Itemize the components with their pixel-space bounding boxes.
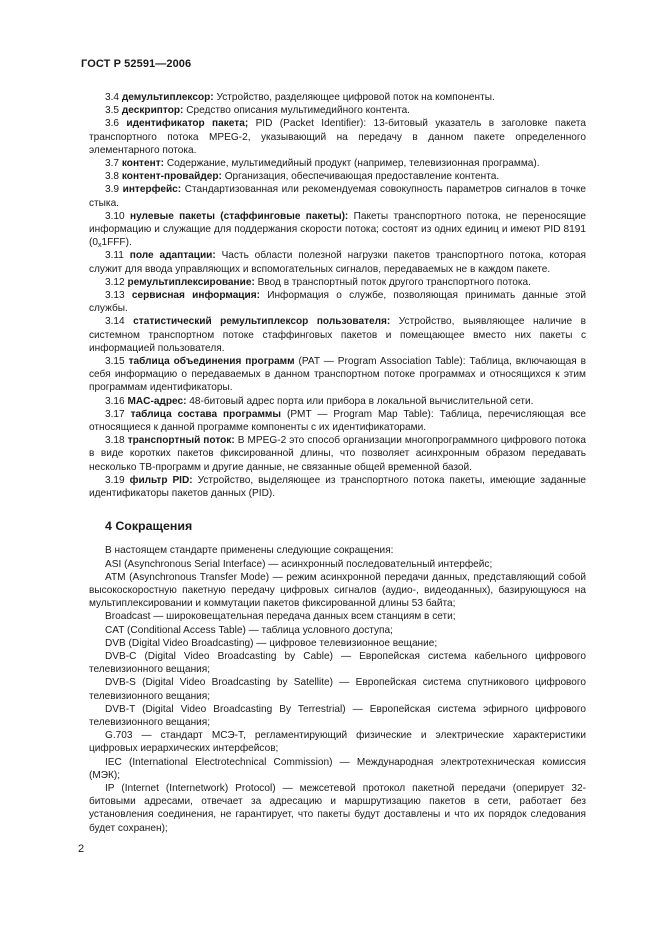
definition-number: 3.6 [105, 118, 120, 130]
definition-number: 3.17 [105, 408, 125, 420]
definition-item [89, 474, 586, 500]
definition-item [89, 355, 586, 395]
definition-number: 3.12 [105, 276, 125, 288]
definition-number: 3.9 [105, 184, 120, 196]
section-4-title: 4 Сокращения [105, 519, 193, 534]
definition-term: нулевые пакеты (стаффинговые пакеты): [129, 210, 349, 222]
abbreviation-item: ASI (Asynchronous Serial Interface) — асинхронный последовательный интерфейс; [105, 558, 493, 570]
document-body [89, 91, 586, 835]
definition-item [89, 315, 586, 355]
definition-number: 3.4 [105, 92, 120, 103]
definition-term: таблица состава программы [130, 408, 282, 420]
abbreviation-item: DVB-C (Digital Video Broadcasting by Cable) — Европейская система кабельного цифрового телевизионного вещания; [89, 650, 586, 676]
definition-item [89, 395, 586, 408]
abbreviation-item: IP (Internet (Internetwork) Protocol) — межсетевой протокол пакетной передачи (оперирует 32-битовыми адресами, отвечает за адресацию и маршрутизацию пакетов в сети, работает без установления соединения, не гарантирует, что пакеты будут доставлены и что их порядок следования будет сохранен); [89, 782, 586, 834]
abbreviation-item: DVB-S (Digital Video Broadcasting by Satellite) — Европейская система спутникового цифрового телевизионного вещания; [89, 677, 586, 702]
definition-item [89, 104, 586, 117]
abbreviation-item: DVB (Digital Video Broadcasting) — цифровое телевизионное вещание; [105, 637, 438, 649]
abbreviation-item: CAT (Conditional Access Table) — таблица условного доступа; [105, 624, 393, 636]
definition-term: ремультиплексирование: [127, 276, 255, 288]
definition-item [89, 434, 586, 474]
definition-item [89, 117, 586, 157]
definition-term: таблица объединения программ [128, 356, 295, 368]
abbreviations-list [89, 558, 586, 835]
definition-term: фильтр PID: [129, 474, 193, 486]
definition-text: Часть области полезной нагрузки пакетов транспортного потока, которая служит для ввода управляющих и вспомогательных сигналов, передаваемых не в каждом пакете. [89, 250, 586, 275]
abbreviation-item: DVB-T (Digital Video Broadcasting By Terrestrial) — Европейская система эфирного цифрового телевизионного вещания; [89, 703, 586, 728]
definition-text: Организация, обеспечивающая предоставление контента. [224, 171, 500, 183]
definition-term: статистический ремультиплексор пользователя: [133, 316, 391, 328]
definition-item [89, 289, 586, 315]
definition-text: (PMT — Program Map Table): Таблица, перечисляющая все относящиеся к данной программе компоненты с их идентификаторами. [89, 408, 586, 434]
abbreviation-item: IEC (International Electrotechnical Commission) — Международная электротехническая комиссия (МЭК); [89, 756, 586, 781]
definition-number: 3.18 [105, 435, 125, 447]
definition-item [89, 249, 586, 275]
definition-term: дескриптор: [121, 105, 184, 117]
page-number: 2 [78, 843, 85, 855]
definition-text: Средство описания мультимедийного контента. [186, 105, 410, 117]
definition-text: Содержание, мультимедийный продукт (например, телевизионная программа). [166, 158, 540, 170]
definition-text: Устройство, выявляющее наличие в системном транспортном потоке стаффинговых пакетов и помещающее вместо них пакеты с информацией пользователя. [89, 316, 587, 354]
definitions-list [89, 91, 586, 500]
definition-number: 3.16 [105, 395, 125, 407]
definition-term: демультиплексор: [121, 92, 214, 103]
definition-term: MAC-адрес: [127, 395, 187, 407]
abbreviation-item: Broadcast — широковещательная передача данных всем станциям в сети; [105, 611, 456, 623]
section-4-intro: В настоящем стандарте применены следующие сокращения: [105, 545, 394, 557]
definition-item [89, 183, 586, 209]
definition-text: 48-битовый адрес порта или прибора в локальной вычислительной сети. [189, 395, 534, 407]
definition-number: 3.5 [105, 105, 120, 117]
definition-item [89, 276, 586, 289]
abbreviation-item: ATM (Asynchronous Transfer Mode) — режим асинхронной передачи данных, представляющий собой высокоскоростную пакетную передачу цифровых сигналов (аудио-, видеоданных), базирующуюся на мультиплексировании и коммутации пакетов фиксированной длины 53 байта; [89, 571, 586, 610]
definition-term: поле адаптации: [129, 250, 216, 262]
definition-text: (PAT — Program Association Table): Таблица, включающая в себя информацию о передаваемых в данном транспортном потоке программах и относящихся к этим программам идентификаторы. [89, 356, 586, 394]
definition-term: контент: [121, 158, 164, 170]
definition-item [89, 170, 586, 183]
definition-number: 3.15 [105, 356, 125, 368]
definition-text: Информация о службе, позволяющая принимать данные этой службы. [89, 290, 586, 315]
definition-number: 3.14 [105, 316, 125, 328]
definition-number: 3.7 [105, 158, 120, 170]
definition-number: 3.19 [105, 474, 125, 486]
definition-number: 3.13 [105, 290, 125, 302]
definition-text: Устройство, выделяющее из транспортного потока пакеты, имеющие заданные идентификаторы пакетов данных (PID). [89, 474, 586, 500]
definition-item [89, 408, 586, 434]
definition-number: 3.8 [105, 171, 120, 183]
definition-item [89, 157, 586, 170]
definition-term: транспортный поток: [127, 435, 235, 447]
definition-term: идентификатор пакета; [126, 118, 249, 130]
definition-text: Стандартизованная или рекомендуемая совокупность параметров сигналов в точке стыка. [89, 184, 586, 209]
definition-text-after: 1FFF). [101, 237, 132, 249]
definition-term: интерфейс: [122, 184, 182, 196]
definition-text: Ввод в транспортный поток другого транспортного потока. [257, 276, 531, 288]
definition-item [89, 210, 586, 250]
abbreviation-item: G.703 — стандарт МСЭ-Т, регламентирующий физические и электрические характеристики цифровых иерархических интерфейсов; [89, 730, 586, 755]
definition-text: Пакеты транспортного потока, не переносящие информацию и служащие для поддержания скорости потока; состоят из одних единиц и имеют PID 8191 (0 [89, 210, 586, 249]
definition-term: сервисная информация: [131, 290, 260, 302]
definition-text: В MPEG-2 это способ организации многопрограммного цифрового потока в виде коротких пакетов фиксированной длины, что позволяет асинхронным образом передавать несколько ТВ-программ и другие данные, не связанные общей временной базой. [89, 435, 586, 473]
definition-subscript: x [97, 242, 102, 250]
definition-item [89, 91, 586, 104]
definition-number: 3.10 [105, 210, 125, 222]
definition-term: контент-провайдер: [121, 171, 222, 183]
definition-text: Устройство, разделяющее цифровой поток на компоненты. [216, 92, 495, 103]
definition-number: 3.11 [105, 250, 124, 262]
document-header: ГОСТ Р 52591—2006 [81, 58, 192, 70]
definition-text: PID (Packet Identifier): 13-битовый указатель в заголовке пакета транспортного потока MPEG-2, указывающий на передачу в данном пакете определенного элементарного потока. [89, 118, 586, 156]
